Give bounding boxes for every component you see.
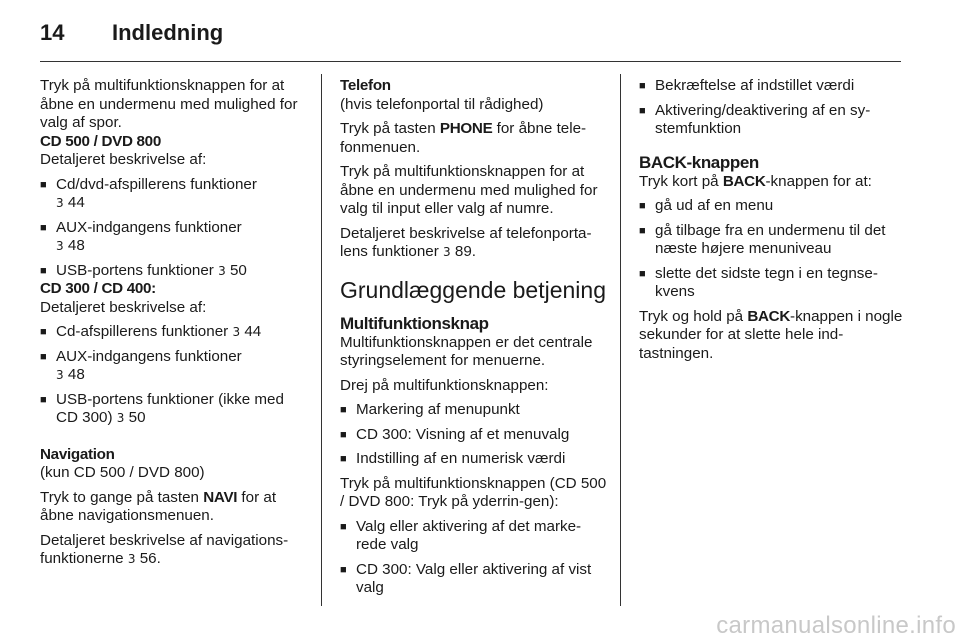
navigation-detail: Detaljeret beskrivelse af navigations-funktionerne 3 56. [40, 531, 289, 567]
turn-desc: Drej på multifunktionsknappen: [340, 376, 549, 394]
intro-text: Tryk på multifunktionsknappen for at åbne en undermenu med mulighed for valg af spor. [40, 77, 298, 131]
back-heading: BACK-knappen [639, 152, 759, 172]
list-item: ■ Bekræftelse af indstillet værdi [639, 77, 907, 96]
section-title: Grundlæggende betjening [340, 276, 606, 303]
navi-key: NAVI [203, 488, 238, 506]
header-rule [40, 61, 901, 62]
page-ref-icon: 3 [56, 368, 64, 382]
multifunction-heading: Multifunktionsknap [340, 313, 489, 333]
press-desc: Tryk på multifunktionsknappen (CD 500 / DVD 800: Tryk på yderrin-gen): [340, 474, 607, 510]
list-item: ■ gå tilbage fra en undermenu til det næste højere menuniveau [639, 222, 907, 259]
cd300-desc: Detaljeret beskrivelse af: [40, 298, 207, 316]
phone-key: PHONE [439, 120, 493, 137]
telefon-text: Tryk på tasten PHONE for åbne tele-fonmenuen. [340, 120, 587, 156]
navigation-heading: Navigation [40, 445, 115, 463]
page-header [40, 20, 223, 48]
telefon-detail: Detaljeret beskrivelse af telefonporta-lens funktioner 3 89. [340, 224, 592, 260]
list-item: ■ CD 300: Valg eller aktivering af vist valg [340, 561, 608, 598]
list-item: ■ gå ud af en menu [639, 197, 907, 216]
list-item: ■ slette det sidste tegn i en tegnse-kvens [639, 265, 907, 302]
page-number: 14 [40, 20, 65, 45]
page-ref-icon: 3 [56, 239, 64, 253]
list-item: ■ AUX-indgangens funktioner 3 48 [40, 219, 308, 256]
watermark: carmanualsonline.info [716, 612, 956, 639]
page-ref-icon: 3 [218, 263, 226, 278]
cd300-heading: CD 300 / CD 400: [40, 280, 156, 297]
column-divider [620, 74, 621, 606]
list-item: ■ AUX-indgangens funktioner 3 48 [40, 348, 308, 385]
back-key: BACK [747, 307, 791, 325]
list-item: ■ Aktivering/deaktivering af en sy-stemfunktion [639, 102, 907, 139]
page-ref-icon: 3 [127, 552, 136, 566]
page-ref-icon: 3 [56, 196, 64, 210]
telefon-multi: Tryk på multifunktionsknappen for at åbne en undermenu med mulighed for valg til input eller valg af numre. [340, 163, 598, 217]
cd500-desc: Detaljeret beskrivelse af: [40, 151, 207, 168]
navigation-text: Tryk to gange på tasten NAVI for at åbne navigationsmenuen. [40, 488, 277, 524]
list-item: ■ USB-portens funktioner 3 50 [40, 262, 308, 281]
telefon-heading: Telefon [340, 77, 391, 94]
list-item: ■ Markering af menupunkt [340, 401, 608, 420]
page-title: Indledning [112, 20, 224, 45]
page-ref-icon: 3 [232, 325, 241, 339]
column-1 [40, 77, 308, 575]
list-item: ■ Cd/dvd-afspillerens funktioner 3 44 [40, 176, 308, 213]
telefon-sub: (hvis telefonportal til rådighed) [340, 95, 544, 113]
back-key: BACK [722, 172, 766, 190]
column-3 [639, 77, 907, 369]
list-item: ■ Cd-afspillerens funktioner 3 44 [40, 323, 308, 342]
column-2 [340, 77, 608, 604]
list-item: ■ Valg eller aktivering af det marke-rede valg [340, 518, 608, 555]
list-item: ■ Indstilling af en numerisk værdi [340, 450, 608, 469]
page-ref-icon: 3 [116, 411, 125, 425]
back-hold-text: Tryk og hold på BACK-knappen i nogle sekunder for at slette hele ind-tastningen. [639, 307, 903, 362]
cd500-heading: CD 500 / DVD 800 [40, 132, 161, 150]
back-short-text: Tryk kort på BACK-knappen for at: [639, 172, 872, 190]
list-item: ■ CD 300: Visning af et menuvalg [340, 426, 608, 445]
column-divider [321, 74, 322, 606]
page-ref-icon: 3 [443, 245, 451, 259]
multifunction-desc: Multifunktionsknappen er det centrale styringselement for menuerne. [340, 333, 593, 369]
list-item: ■ USB-portens funktioner (ikke med CD 300) 3 50 [40, 391, 308, 428]
navigation-sub: (kun CD 500 / DVD 800) [40, 464, 205, 481]
